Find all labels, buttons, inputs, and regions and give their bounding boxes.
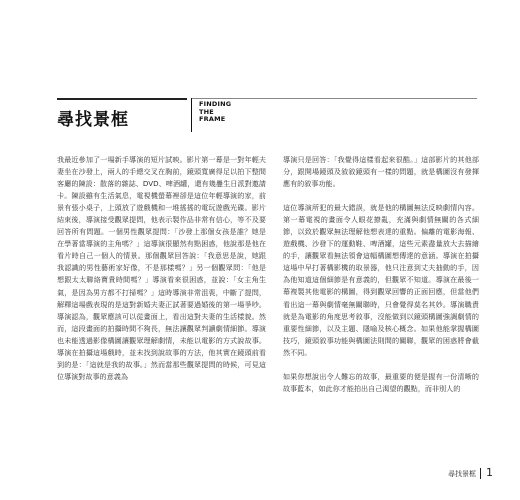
running-footer-title: 尋找景框 [448,470,476,478]
left-text-column [57,154,266,383]
title-en-line: FRAME [199,115,226,123]
title-en-line: FINDING [199,100,232,108]
page-number: 1 [486,466,493,479]
title-rule [57,98,187,100]
body-paragraph: 我最近參加了一場新手導演的短片試映。影片第一幕是一對年輕夫妻坐在沙發上，兩人的手總交叉在胸前，鏡頭寬廣得足以拍下整間客廳的陳設：散落的雜誌、DVD、啤酒罐，還有幾疊生日派對邀請卡。陳設雖有生活氣息，電視機螢幕裡卻是這位年輕導演的家，前景有張小桌子，上頭放了遊戲機和一堆搖搖的電玩遊戲光碟。影片結束後，導演接受觀眾提問，他表示製作品非常有信心，等不及要回答所有問題。一個男性觀眾提問：「沙發上那個女孩是誰？她是在學著當導演的主角嗎？」這導演很顯然有點困惑，他說那是他在看片時自己一個人的情景。那個觀眾回答說：「我意思是說，她跟我認識的男性藝術家好像，不是那樣嗎？」另一個觀眾問：「他是想跟太太聯絡寶貴時間嗎？」導演看來很困惑，並說：「女主角生氣，是因為男方都不打掃嗎？」這時導演非常沮喪，中斷了提問，解釋這場戲表現的是這對新婚夫妻正試著要過婚後的第一場爭吵。導演認為，觀眾應該可以從畫面上，看出這對夫妻的生活樣貌。然而，這段畫面的拍攝時間不夠長，無法讓觀眾判讀劇情細節。導演也未能透過影像構圖讓觀眾理解劇情，未能以電影的方式說故事。導演在拍攝這場戲時，並未找到說故事的方法，他其實在鏡頭前看到的是：「這就是我的故事。」然而當那些觀眾提問的時候，可見這位導演對故事的意義為 [57,155,266,381]
body-paragraph: 如果你想說出令人難忘的故事，最重要的便是握有一份清晰的故事藍本，如此你才能拍出自己渴望的觀點，而非別人的 [283,371,479,393]
header-rule [192,98,477,99]
footer-divider [480,468,481,479]
title-en-line: THE [199,107,214,116]
body-paragraph: 導演只是回答：「我覺得這樣看起來很酷。」這部影片的其他部分，跟開場鏡頭及敘敘鏡頭有一樣的問題，就是構圖沒有發揮應有的敘事功能。 [283,155,479,189]
body-paragraph: 這位導演所犯的最大錯誤，就是他的構圖無法反映劇情內容。第一幕電視的畫面令人眼花撩亂，充滿與劇情無關的各式細節，以致於觀眾無法理解他想表達的重點。偏離的電影海報、遊戲機、沙發下的運動鞋、啤酒罐，這些元素盡量放大去描繪的手，讓觀眾看無法領會這幅構圖想傳達的意涵。導演在拍攝這場中早打著構影機的取景器，他只注意到丈夫抽動的手，因為他知道這個細節是有意義的，但觀眾不知道。導演在最後一幕複製其他電影的構圖，得到觀眾回響的正面回應，但當他們看出這一幕與劇情毫無關聯時，只會覺得莫名其妙。導演職責就是為電影的角度思考敘事，沒能做到以鏡頭構圖強調劇情的重要性細節，以及主題、隱喻及核心概念。如果他能掌握構圖技巧，鏡頭敘事功能與構圖法則間的關聯，觀眾的困惑將會截然不同。 [283,203,479,357]
chapter-title: 尋找景框 [57,110,129,130]
right-text-column [283,154,479,395]
title-divider [191,98,192,132]
chapter-title-english [199,101,231,124]
